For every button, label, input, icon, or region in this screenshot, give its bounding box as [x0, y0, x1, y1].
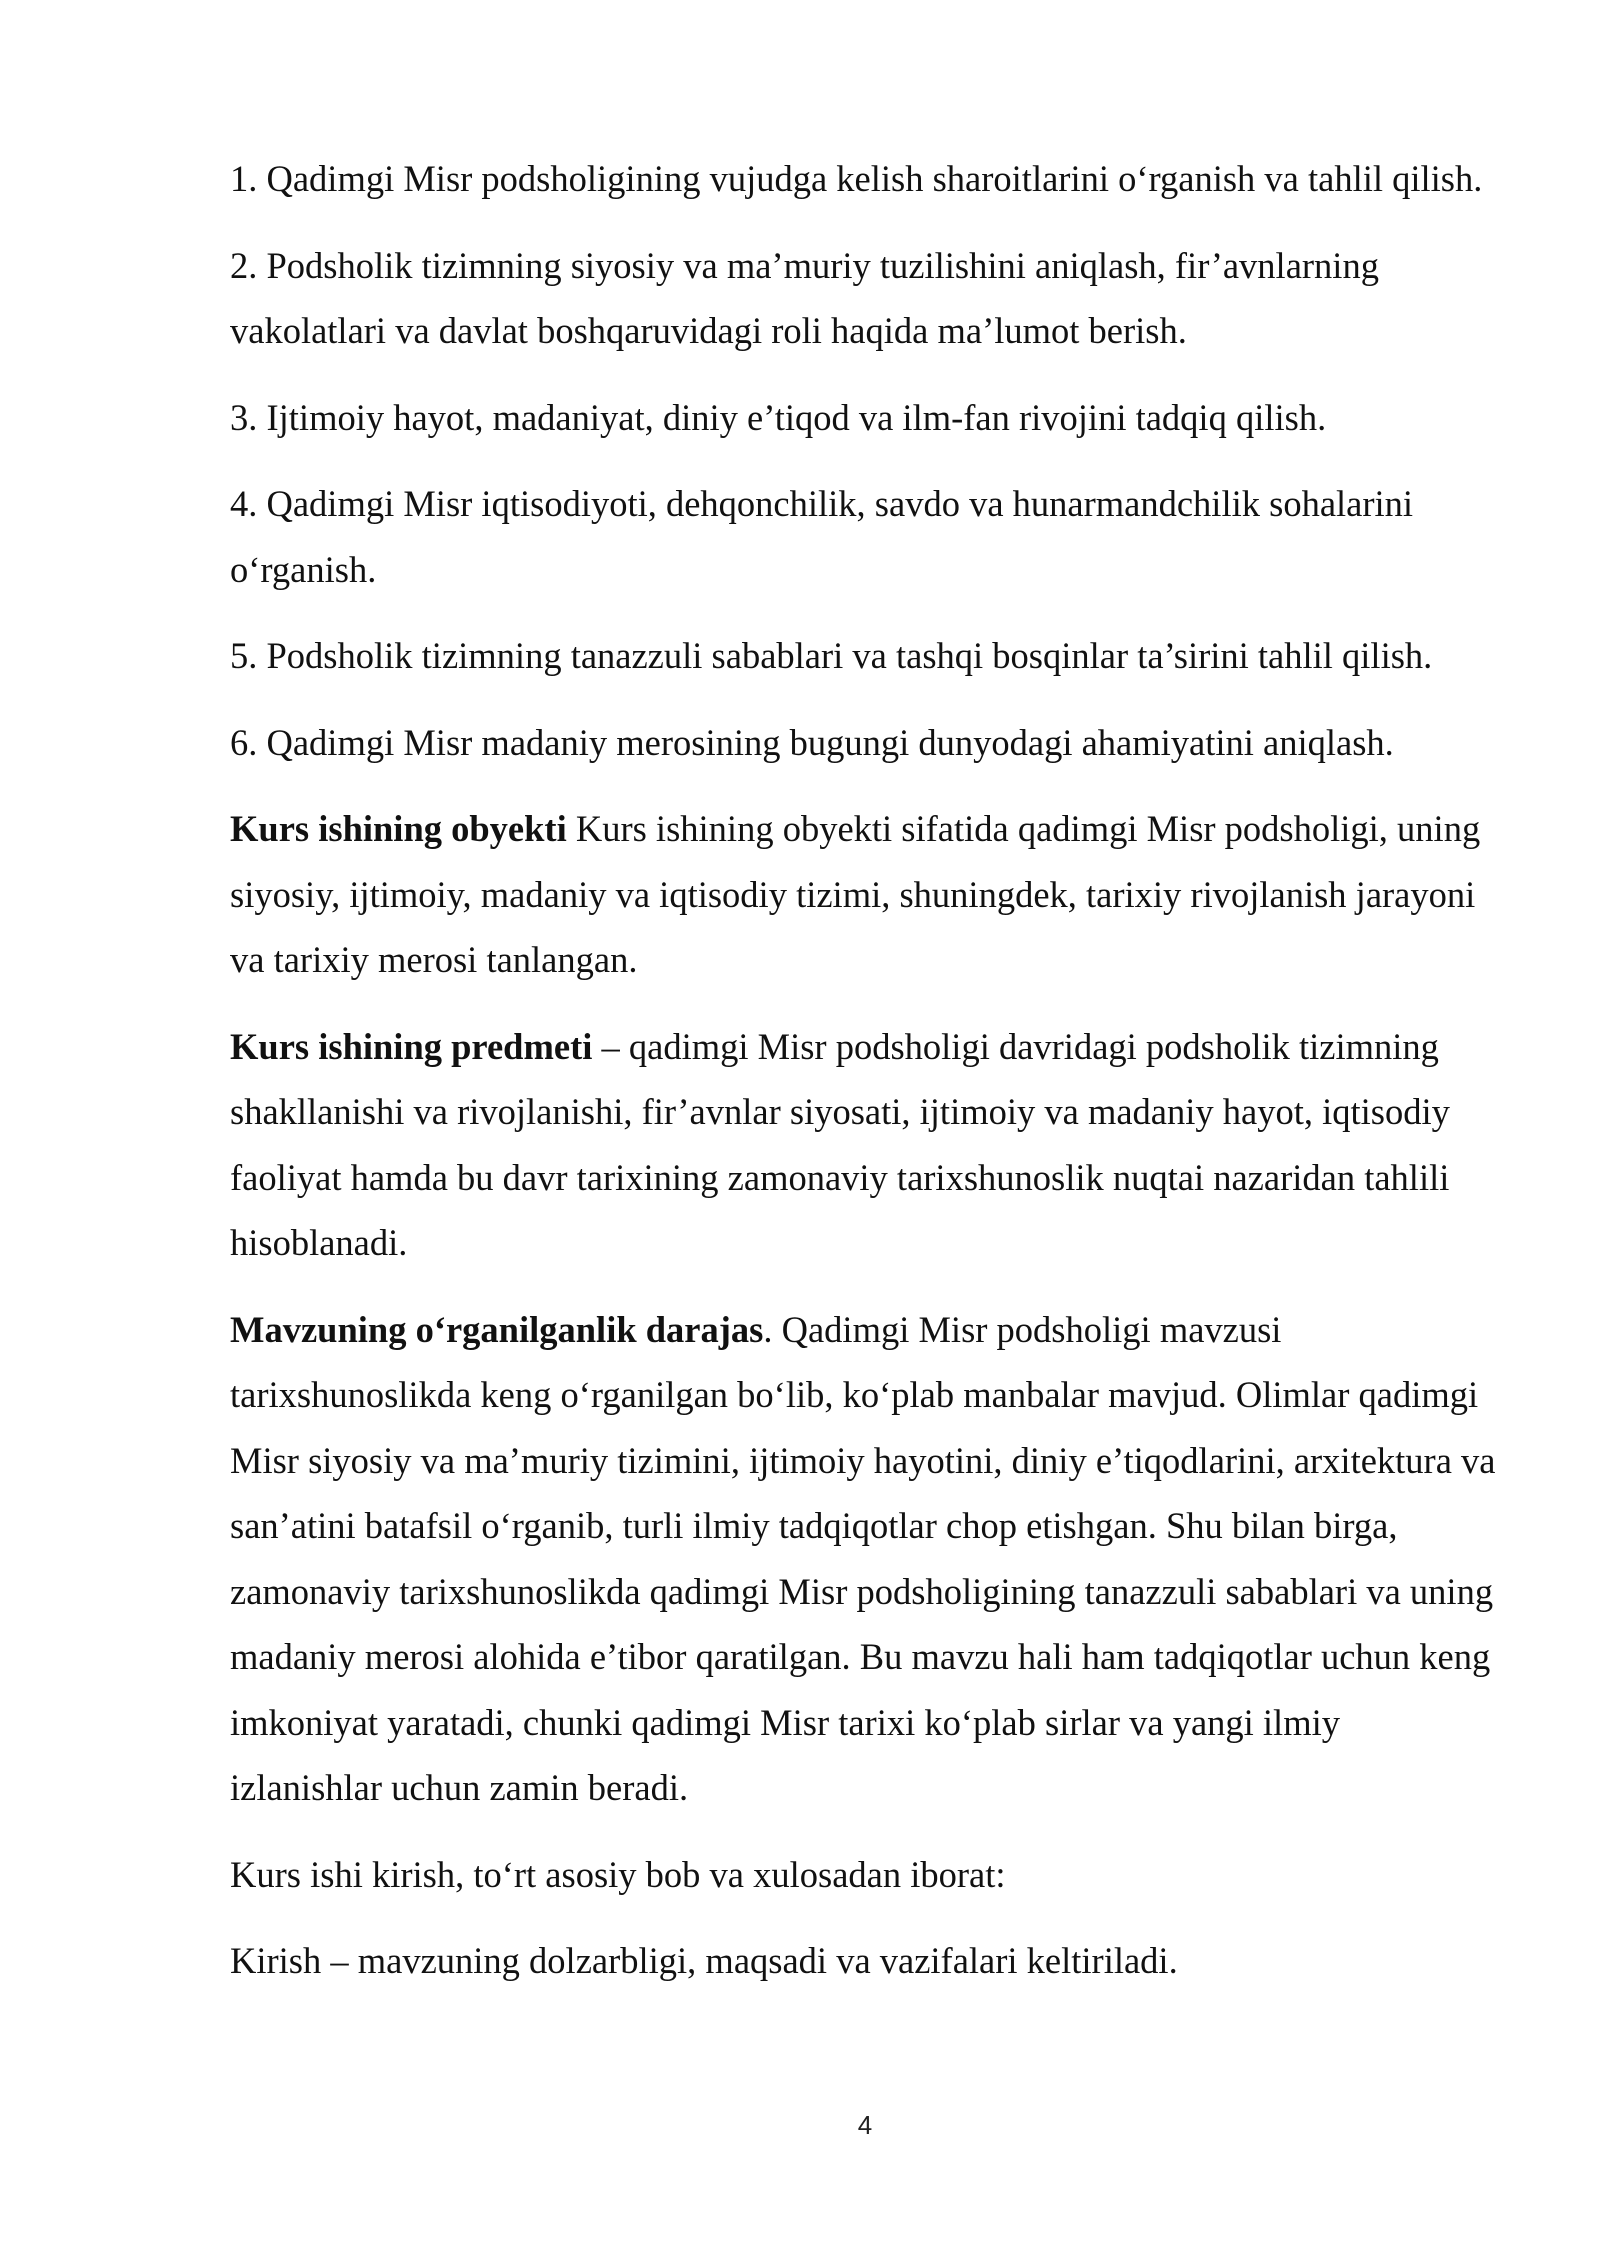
- subject-text: – qadimgi Misr podsholigi davridagi podsholik tizimning shakllanishi va rivojlanishi, fir’avnlar siyosati, ijtimoiy va madaniy hayot, iqtisodiy faoliyat hamda bu davr tarixining zamonaviy tarixshunoslik nuqtai nazaridan tahlili hisoblanadi.: [230, 1025, 1450, 1263]
- structure-paragraph: Kurs ishi kirish, to‘rt asosiy bob va xulosadan iborat:: [230, 1853, 1006, 1895]
- task-item-5: 5. Podsholik tizimning tanazzuli sabablari va tashqi bosqinlar ta’sirini tahlil qilish.: [230, 635, 1433, 676]
- task-item-1: 1. Qadimgi Misr podsholigining vujudga kelish sharoitlarini o‘rganish va tahlil qilish.: [230, 158, 1483, 199]
- subject-heading: Kurs ishining predmeti: [230, 1025, 593, 1067]
- task-item-2: 2. Podsholik tizimning siyosiy va ma’muriy tuzilishini aniqlash, fir’avnlarning vakolatlari va davlat boshqaruvidagi roli haqida ma’lumot berish.: [230, 244, 1379, 351]
- task-item-6: 6. Qadimgi Misr madaniy merosining bugungi dunyodagi ahamiyatini aniqlash.: [230, 721, 1394, 763]
- study-heading: Mavzuning o‘rganilganlik darajas: [230, 1308, 764, 1350]
- study-paragraph: [230, 1297, 1500, 1821]
- document-page: [230, 146, 1500, 2015]
- page-number: 4: [857, 2110, 873, 2140]
- object-text: Kurs ishining obyekti sifatida qadimgi Misr podsholigi, uning siyosiy, ijtimoiy, madaniy va iqtisodiy tizimi, shuningdek, tarixiy rivojlanish jarayoni va tarixiy merosi tanlangan.: [230, 808, 1481, 980]
- task-item-3: 3. Ijtimoiy hayot, madaniyat, diniy e’tiqod va ilm-fan rivojini tadqiq qilish.: [230, 396, 1327, 438]
- intro-paragraph: Kirish – mavzuning dolzarbligi, maqsadi va vazifalari keltiriladi.: [230, 1940, 1178, 1981]
- task-item-4: 4. Qadimgi Misr iqtisodiyoti, dehqonchilik, savdo va hunarmandchilik sohalarini o‘rganish.: [230, 483, 1414, 590]
- object-paragraph: [230, 796, 1500, 993]
- subject-paragraph: [230, 1014, 1500, 1276]
- study-text: . Qadimgi Misr podsholigi mavzusi tarixshunoslikda keng o‘rganilgan bo‘lib, ko‘plab manbalar mavjud. Olimlar qadimgi Misr siyosiy va ma’muriy tizimini, ijtimoiy hayotini, diniy e’tiqodlarini, arxitektura va san’atini batafsil o‘rganib, turli ilmiy tadqiqotlar chop etishgan. Shu bilan birga, zamonaviy tarixshunoslikda qadimgi Misr podsholigining tanazzuli sabablari va uning madaniy merosi alohida e’tibor qaratilgan. Bu mavzu hali ham tadqiqotlar uchun keng imkoniyat yaratadi, chunki qadimgi Misr tarixi ko‘plab sirlar va yangi ilmiy izlanishlar uchun zamin beradi.: [230, 1308, 1496, 1808]
- object-heading: Kurs ishining obyekti: [230, 808, 567, 849]
